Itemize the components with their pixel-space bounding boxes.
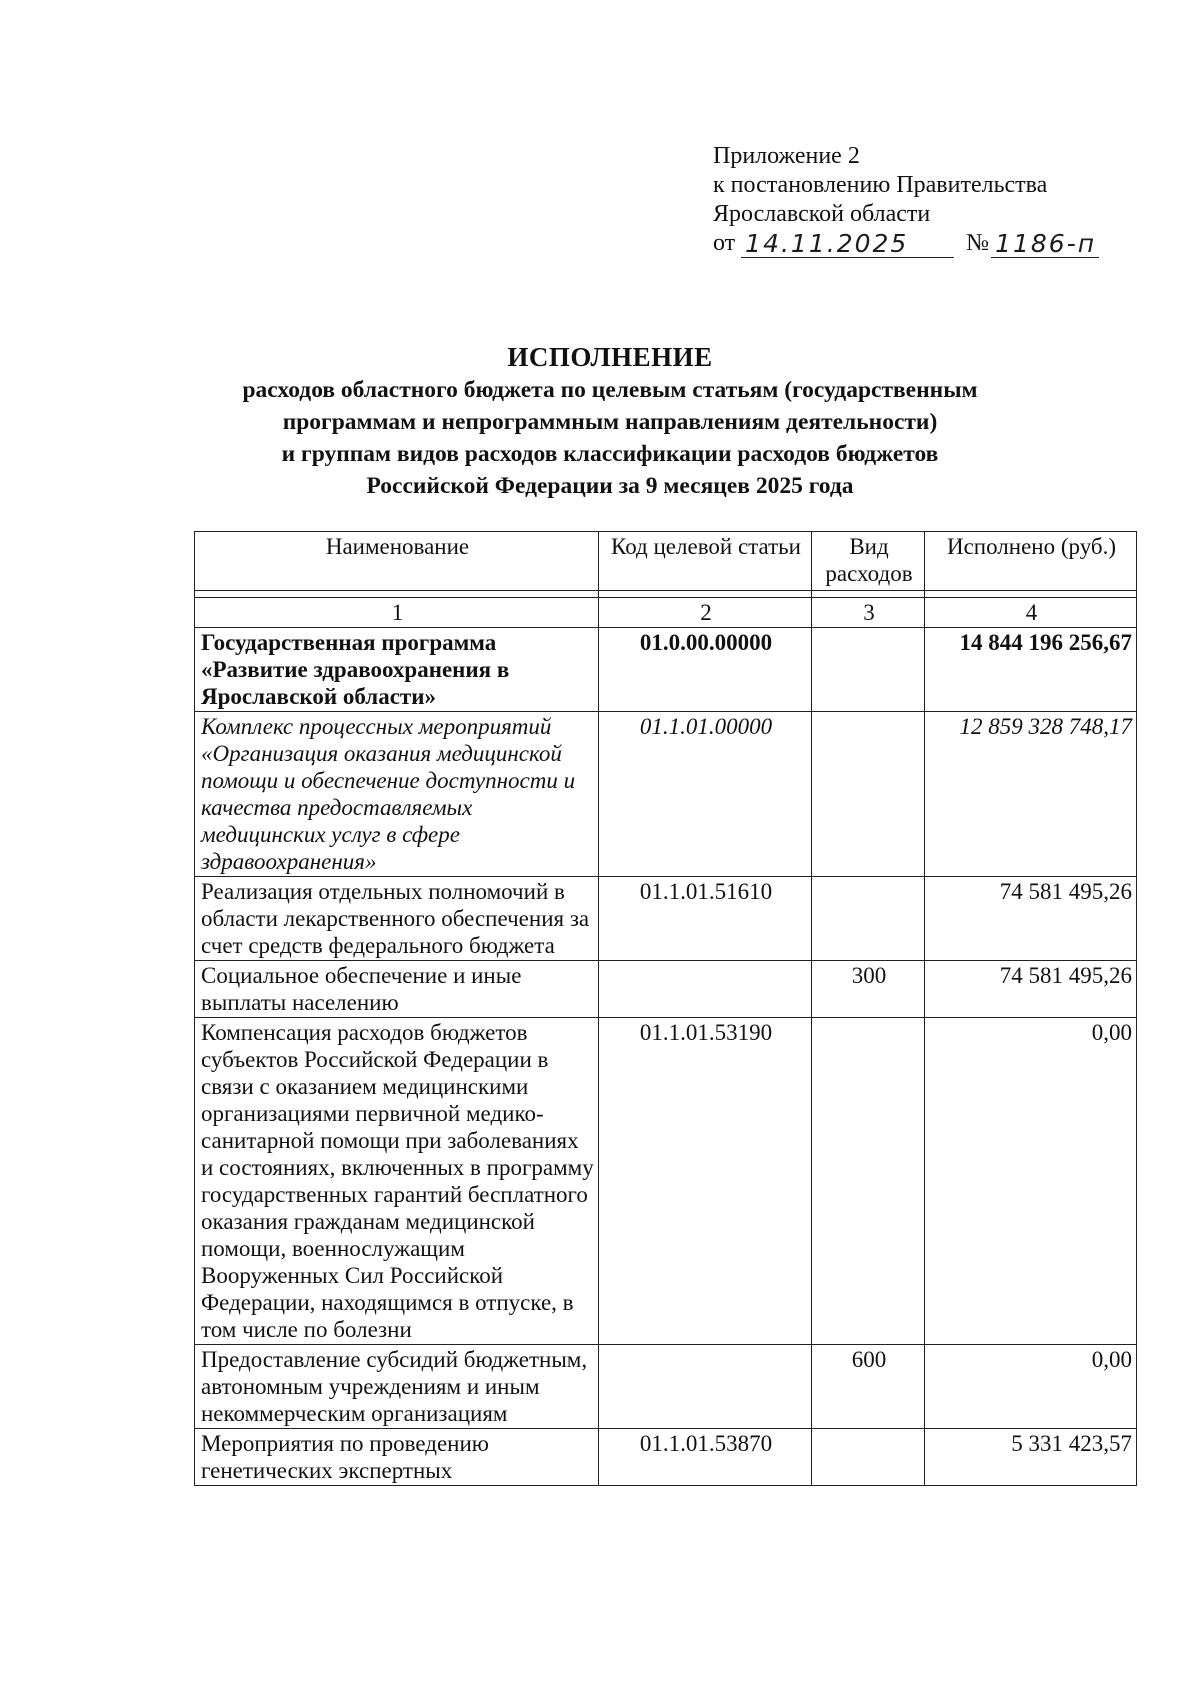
row-amount: 0,00	[925, 1018, 1137, 1345]
row-kind	[812, 877, 925, 961]
row-amount: 14 844 196 256,67	[925, 628, 1137, 712]
row-kind: 300	[812, 961, 925, 1018]
row-kind	[812, 1429, 925, 1486]
header-name: Наименование	[195, 532, 599, 591]
number-label: №	[966, 230, 990, 256]
table-header-row	[195, 532, 1137, 591]
header-kind: Вид расходов	[812, 532, 925, 591]
row-amount: 0,00	[925, 1345, 1137, 1429]
handwritten-date: 14.11.2025	[741, 231, 954, 258]
title-main: ИСПОЛНЕНИЕ	[507, 342, 713, 372]
row-code: 01.1.01.53870	[599, 1429, 812, 1486]
row-kind	[812, 628, 925, 712]
header-gap	[195, 591, 1137, 598]
table-row	[195, 628, 1137, 712]
row-amount: 74 581 495,26	[925, 877, 1137, 961]
header-code: Код целевой статьи	[599, 532, 812, 591]
appendix-title: Приложение 2	[713, 143, 860, 169]
row-kind: 600	[812, 1345, 925, 1429]
title-line-2: программам и непрограммным направлениям деятельности)	[282, 409, 938, 435]
appendix-region: Ярославской области	[713, 201, 931, 227]
row-name: Реализация отдельных полномочий в области лекарственного обеспечения за счет средств федерального бюджета	[195, 877, 599, 961]
title-line-1: расходов областного бюджета по целевым статьям (государственным	[242, 377, 978, 403]
row-code: 01.1.01.51610	[599, 877, 812, 961]
row-kind	[812, 1018, 925, 1345]
row-code: 01.1.01.53190	[599, 1018, 812, 1345]
column-number: 4	[925, 598, 1137, 628]
row-amount: 12 859 328 748,17	[925, 712, 1137, 877]
table-row	[195, 1429, 1137, 1486]
table-row	[195, 877, 1137, 961]
decree-date-line	[713, 229, 1099, 258]
column-number: 3	[812, 598, 925, 628]
handwritten-number: 1186-п	[991, 231, 1099, 258]
row-name: Социальное обеспечение и иные выплаты населению	[195, 961, 599, 1018]
row-amount: 74 581 495,26	[925, 961, 1137, 1018]
row-name: Мероприятия по проведению генетических экспертных	[195, 1429, 599, 1486]
row-code	[599, 961, 812, 1018]
column-numbers-row	[195, 598, 1137, 628]
row-amount: 5 331 423,57	[925, 1429, 1137, 1486]
header-executed: Исполнено (руб.)	[925, 532, 1137, 591]
table-row	[195, 961, 1137, 1018]
row-code	[599, 1345, 812, 1429]
column-number: 1	[195, 598, 599, 628]
table-row	[195, 1345, 1137, 1429]
row-code: 01.1.01.00000	[599, 712, 812, 877]
from-label: от	[713, 230, 736, 256]
row-code: 01.0.00.00000	[599, 628, 812, 712]
row-name: Компенсация расходов бюджетов субъектов Российской Федерации в связи с оказанием медицинскими организациями первичной медико-санитарной помощи при заболеваниях и состояниях, включенных в программу государственных гарантий бесплатного оказания гражданам медицинской помощи, военнослужащим Вооруженных Сил Российской Федерации, находящимся в отпуске, в том числе по болезни	[195, 1018, 599, 1345]
row-kind	[812, 712, 925, 877]
appendix-block	[713, 142, 1099, 258]
budget-table	[194, 531, 1137, 1486]
row-name: Предоставление субсидий бюджетным, автономным учреждениям и иным некоммерческим организациям	[195, 1345, 599, 1429]
title-line-3: и группам видов расходов классификации расходов бюджетов	[281, 441, 939, 467]
title-line-4: Российской Федерации за 9 месяцев 2025 года	[366, 473, 854, 499]
appendix-decree-ref: к постановлению Правительства	[713, 172, 1048, 198]
column-number: 2	[599, 598, 812, 628]
document-title	[150, 340, 1070, 502]
row-name: Комплекс процессных мероприятий «Организация оказания медицинской помощи и обеспечение доступности и качества предоставляемых медицинских услуг в сфере здравоохранения»	[195, 712, 599, 877]
table-row	[195, 712, 1137, 877]
row-name: Государственная программа «Развитие здравоохранения в Ярославской области»	[195, 628, 599, 712]
table-row	[195, 1018, 1137, 1345]
